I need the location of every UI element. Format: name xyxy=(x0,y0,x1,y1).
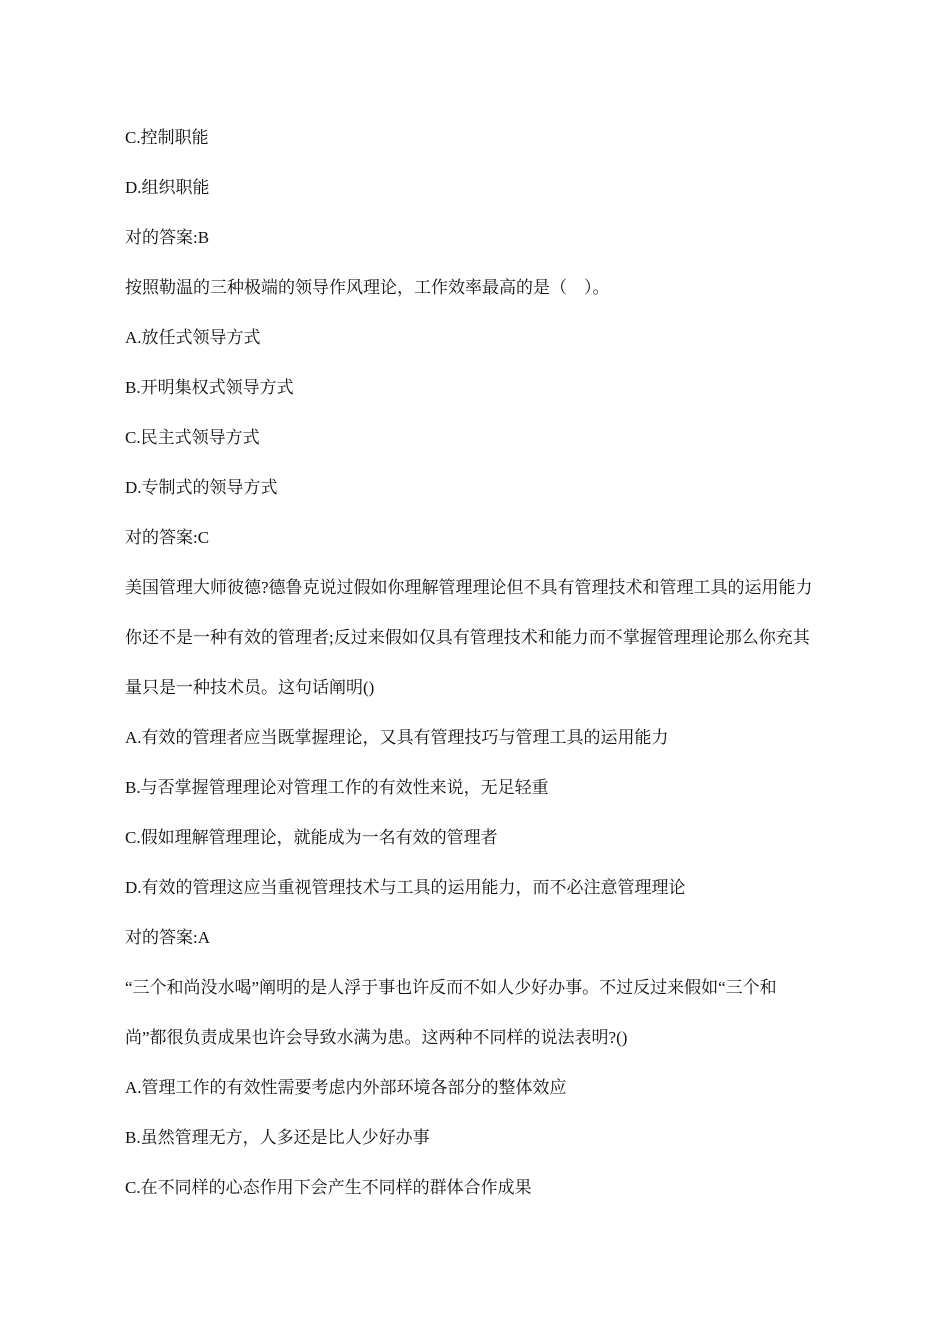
answer-line: 对的答案:B xyxy=(125,228,210,247)
option-a: A.放任式领导方式 xyxy=(125,328,261,347)
option-a: A.有效的管理者应当既掌握理论，又具有管理技巧与管理工具的运用能力 xyxy=(125,728,669,747)
document-body xyxy=(125,113,837,1213)
question-drucker-line-1: 美国管理大师彼德?德鲁克说过假如你理解管理理论但不具有管理技术和管理工具的运用能力 xyxy=(125,578,813,597)
option-d: D.有效的管理这应当重视管理技术与工具的运用能力，而不必注意管理理论 xyxy=(125,878,686,897)
answer-line: 对的答案:C xyxy=(125,528,210,547)
option-d-organizing-function: D.组织职能 xyxy=(125,178,210,197)
option-b: B.虽然管理无方，人多还是比人少好办事 xyxy=(125,1128,430,1147)
option-c: C.在不同样的心态作用下会产生不同样的群体合作成果 xyxy=(125,1178,532,1197)
option-a: A.管理工作的有效性需要考虑内外部环境各部分的整体效应 xyxy=(125,1078,567,1097)
question-drucker-line-2: 你还不是一种有效的管理者;反过来假如仅具有管理技术和能力而不掌握管理理论那么你充其 xyxy=(125,628,810,647)
option-c: C.民主式领导方式 xyxy=(125,428,260,447)
answer-line: 对的答案:A xyxy=(125,928,210,947)
option-c-control-function: C.控制职能 xyxy=(125,128,209,147)
option-c: C.假如理解管理理论，就能成为一名有效的管理者 xyxy=(125,828,498,847)
option-b: B.开明集权式领导方式 xyxy=(125,378,294,397)
option-b: B.与否掌握管理理论对管理工作的有效性来说，无足轻重 xyxy=(125,778,549,797)
option-d: D.专制式的领导方式 xyxy=(125,478,278,497)
question-three-monks-line-2: 尚”都很负责成果也许会导致水满为患。这两种不同样的说法表明?() xyxy=(125,1028,628,1047)
question-three-monks-line-1: “三个和尚没水喝”阐明的是人浮于事也许反而不如人少好办事。不过反过来假如“三个和 xyxy=(125,978,777,997)
question-lewin-leadership: 按照勒温的三种极端的领导作风理论，工作效率最高的是（ ）。 xyxy=(125,278,610,297)
question-drucker-line-3: 量只是一种技术员。这句话阐明() xyxy=(125,678,375,697)
